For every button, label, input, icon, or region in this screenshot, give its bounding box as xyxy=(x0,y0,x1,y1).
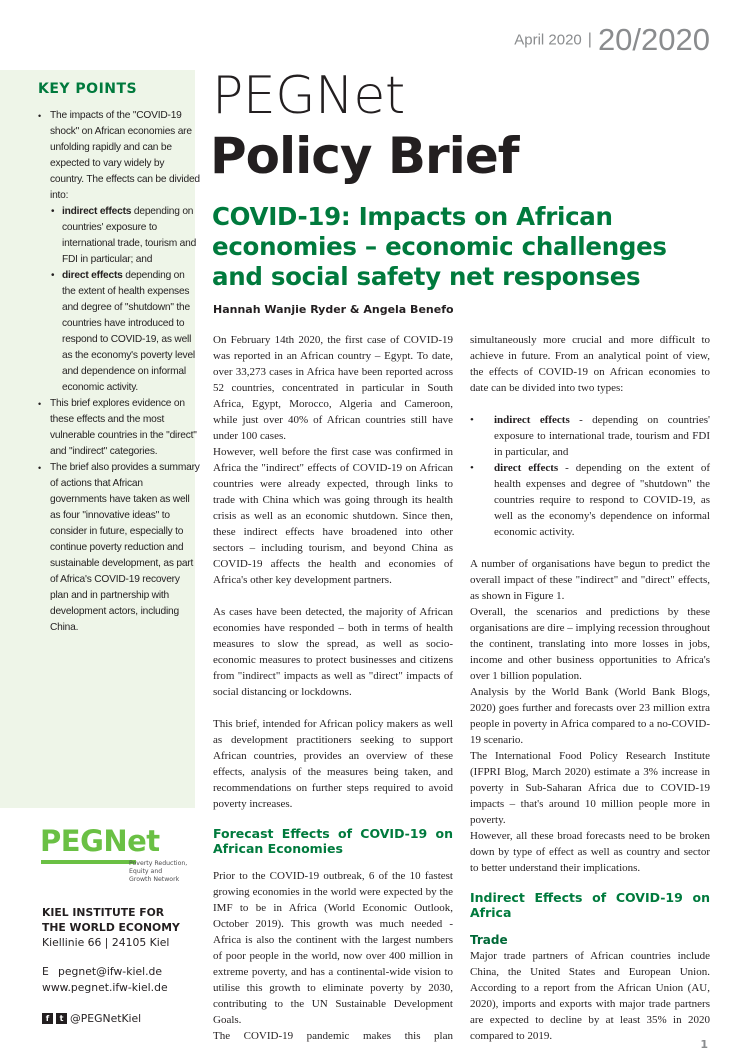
list-item-text: - depending on countries' exposure to international trade, tourism and FDI in particular, and xyxy=(494,414,710,458)
paragraph: Analysis by the World Bank (World Bank Blogs, 2020) goes further and forecasts over 23 million extra people in poverty in Africa compared to a no-COVID-19 scenario. xyxy=(470,686,710,746)
page-number: 1 xyxy=(700,1038,708,1051)
paragraph: Major trade partners of African countries include China, the United States and European Union. According to a report from the African Union (AU, 2020), imports and exports with major trade partners are expected to decline by at least 35% in 2020 compared to 2019. xyxy=(470,950,710,1042)
paragraph: On February 14th 2020, the first case of COVID-19 was reported in an African country – Egypt. To date, over 33,273 cases in Africa have been reported across 52 countries, concentrated in particular in South Africa, Egypt, Morocco, Algeria and Cameroon, while just over 40% of African countries still have under 100 cases. xyxy=(213,334,453,442)
subsection-heading-trade: Trade xyxy=(470,933,508,947)
key-point-item xyxy=(50,108,200,396)
issue-info xyxy=(514,22,710,58)
paragraph: The International Food Policy Research Institute (IFPRI Blog, March 2020) estimate a 3% increase in poverty in Sub-Saharan Africa due to COVID-19 impacts – that's around 10 million people more in poverty. xyxy=(470,750,710,826)
logo-tagline-line: Equity and xyxy=(129,868,163,875)
paragraph: A number of organisations have begun to predict the overall impact of these "indirect" and "direct" effects, as shown in Figure 1. xyxy=(470,558,710,602)
key-point-text: The brief also provides a summary of actions that African governments have taken as well as four "innovative ideas" to consider in future, especially to continue poverty reduction and sustainable development, as part of Africa's COVID-19 recovery plan and in partnership with development actors, including China. xyxy=(50,462,200,633)
paragraph: Overall, the scenarios and predictions by these organisations are dire – implying recession throughout the continent, translating into more losses in jobs, income and other business opportunities to Africa's over 1 billion population. xyxy=(470,606,710,682)
social-handle[interactable]: @PEGNetKiel xyxy=(70,1012,142,1025)
section-heading-forecast: Forecast Effects of COVID-19 on African Economies xyxy=(213,826,453,856)
institute-name-line1: KIEL INSTITUTE FOR xyxy=(42,906,165,919)
logo-tagline xyxy=(129,860,187,884)
series-title: Policy Brief xyxy=(210,127,519,185)
list-item-bold: indirect effects xyxy=(494,414,570,426)
key-points-sidebar xyxy=(0,70,200,808)
list-item xyxy=(494,460,710,540)
brand-name: PEGNet xyxy=(212,66,405,126)
key-point-item xyxy=(50,396,200,460)
list-item xyxy=(494,412,710,460)
institute-block xyxy=(42,905,180,950)
paragraph: However, all these broad forecasts need to be broken down by type of effect as well as country and sector to better understand their implications. xyxy=(470,830,710,874)
email-row xyxy=(42,964,168,980)
paragraph: As cases have been detected, the majority of African economies have responded – both in terms of health measures to slow the spread, as well as socio-economic measures to protect businesses and citizens from "indirect" impacts as well as "direct" impacts of social distancing or lockdowns. xyxy=(213,606,453,698)
key-point-subitem-text: depending on the extent of health expenses and degree of "shutdown" the countries have introduced to respond to COVID-19, as well as the economy's poverty level and dependence on informal economic activity. xyxy=(62,270,195,393)
list-item-bold: direct effects xyxy=(494,462,559,474)
facebook-icon[interactable]: f xyxy=(42,1013,53,1024)
issue-separator: | xyxy=(587,31,592,48)
website-link[interactable]: www.pegnet.ifw-kiel.de xyxy=(42,981,168,994)
key-points-heading: KEY POINTS xyxy=(38,81,138,97)
list-item-text: - depending on the extent of health expenses and degree of "shutdown" the countries require to respond to COVID-19, as well as the economy's dependence on informal economic activity. xyxy=(494,462,711,538)
logo-wordmark: PEGNet xyxy=(40,824,160,858)
paragraph: However, well before the first case was confirmed in Africa the "indirect" effects of COVID-19 on African countries were already expected, through links to trade with China which was going through its health crisis as well as an economic shutdown. Since then, these indirect effects have broadened into other sectors – including tourism, and beyond China as COVID-19 affects the health and economies of Africa's other key development partners. xyxy=(213,446,453,586)
institute-address: Kiellinie 66 | 24105 Kiel xyxy=(42,936,170,949)
body-column-left xyxy=(213,332,453,1044)
social-row xyxy=(42,1012,141,1025)
email-label: E xyxy=(42,965,49,978)
institute-name-line2: THE WORLD ECONOMY xyxy=(42,921,180,934)
logo-tagline-line: Poverty Reduction, xyxy=(129,860,188,867)
twitter-icon[interactable]: t xyxy=(56,1013,67,1024)
key-point-subitem-bold: indirect effects xyxy=(62,206,132,217)
logo-tagline-line: Growth Network xyxy=(129,876,180,883)
contact-block xyxy=(42,964,168,996)
key-point-sublist xyxy=(50,204,200,396)
key-point-subitem-bold: direct effects xyxy=(62,270,123,281)
key-point-subitem xyxy=(62,268,200,396)
key-point-item xyxy=(50,460,200,636)
body-column-right xyxy=(470,332,710,1044)
page-title: COVID-19: Impacts on African economies – economic challenges and social safety net responses xyxy=(212,202,667,291)
paragraph: Prior to the COVID-19 outbreak, 6 of the 10 fastest growing economies in the world were expected by the IMF to be in Africa (World Economic Outlook, October 2019). This growth was much needed - Africa is also the continent with the largest numbers of poor people in the world, now over 400 million in extreme poverty, and has a continental-wide vision to utilise this growth to eliminate poverty by 2030, contributing to the UN Sustainable Development Goals. xyxy=(213,870,453,1026)
key-point-text: The impacts of the "COVID-19 shock" on African economies are unfolding rapidly and can be expected to vary widely by country. The effects can be divided into: xyxy=(50,110,200,201)
issue-date: April 2020 xyxy=(514,31,582,49)
effects-list xyxy=(470,412,710,540)
paragraph: simultaneously more crucial and more difficult to achieve in future. From an analytical point of view, the effects of COVID-19 on African economies to date can be divided into two types: xyxy=(470,334,710,394)
paragraph: The COVID-19 pandemic makes this plan xyxy=(213,1030,453,1042)
key-point-subitem xyxy=(62,204,200,268)
section-heading-indirect: Indirect Effects of COVID-19 on Africa xyxy=(470,890,710,920)
paragraph: This brief, intended for African policy makers as well as development practitioners seeking to support African countries, provides an overview of these effects, analysis of the measures being taken, and recommendations on further steps required to avoid poverty increases. xyxy=(213,718,453,810)
pegnet-logo xyxy=(40,824,190,888)
key-point-subitem-text: depending on countries' exposure to international trade, tourism and FDI in particular; and xyxy=(62,206,197,265)
key-point-text: This brief explores evidence on these effects and the most vulnerable countries in the "direct" and "indirect" categories. xyxy=(50,398,197,457)
authors: Hannah Wanjie Ryder & Angela Benefo xyxy=(213,303,454,316)
issue-number: 20/2020 xyxy=(597,22,710,57)
email-link[interactable]: pegnet@ifw-kiel.de xyxy=(58,965,163,978)
key-points-list xyxy=(36,108,200,636)
logo-underline xyxy=(41,860,136,864)
